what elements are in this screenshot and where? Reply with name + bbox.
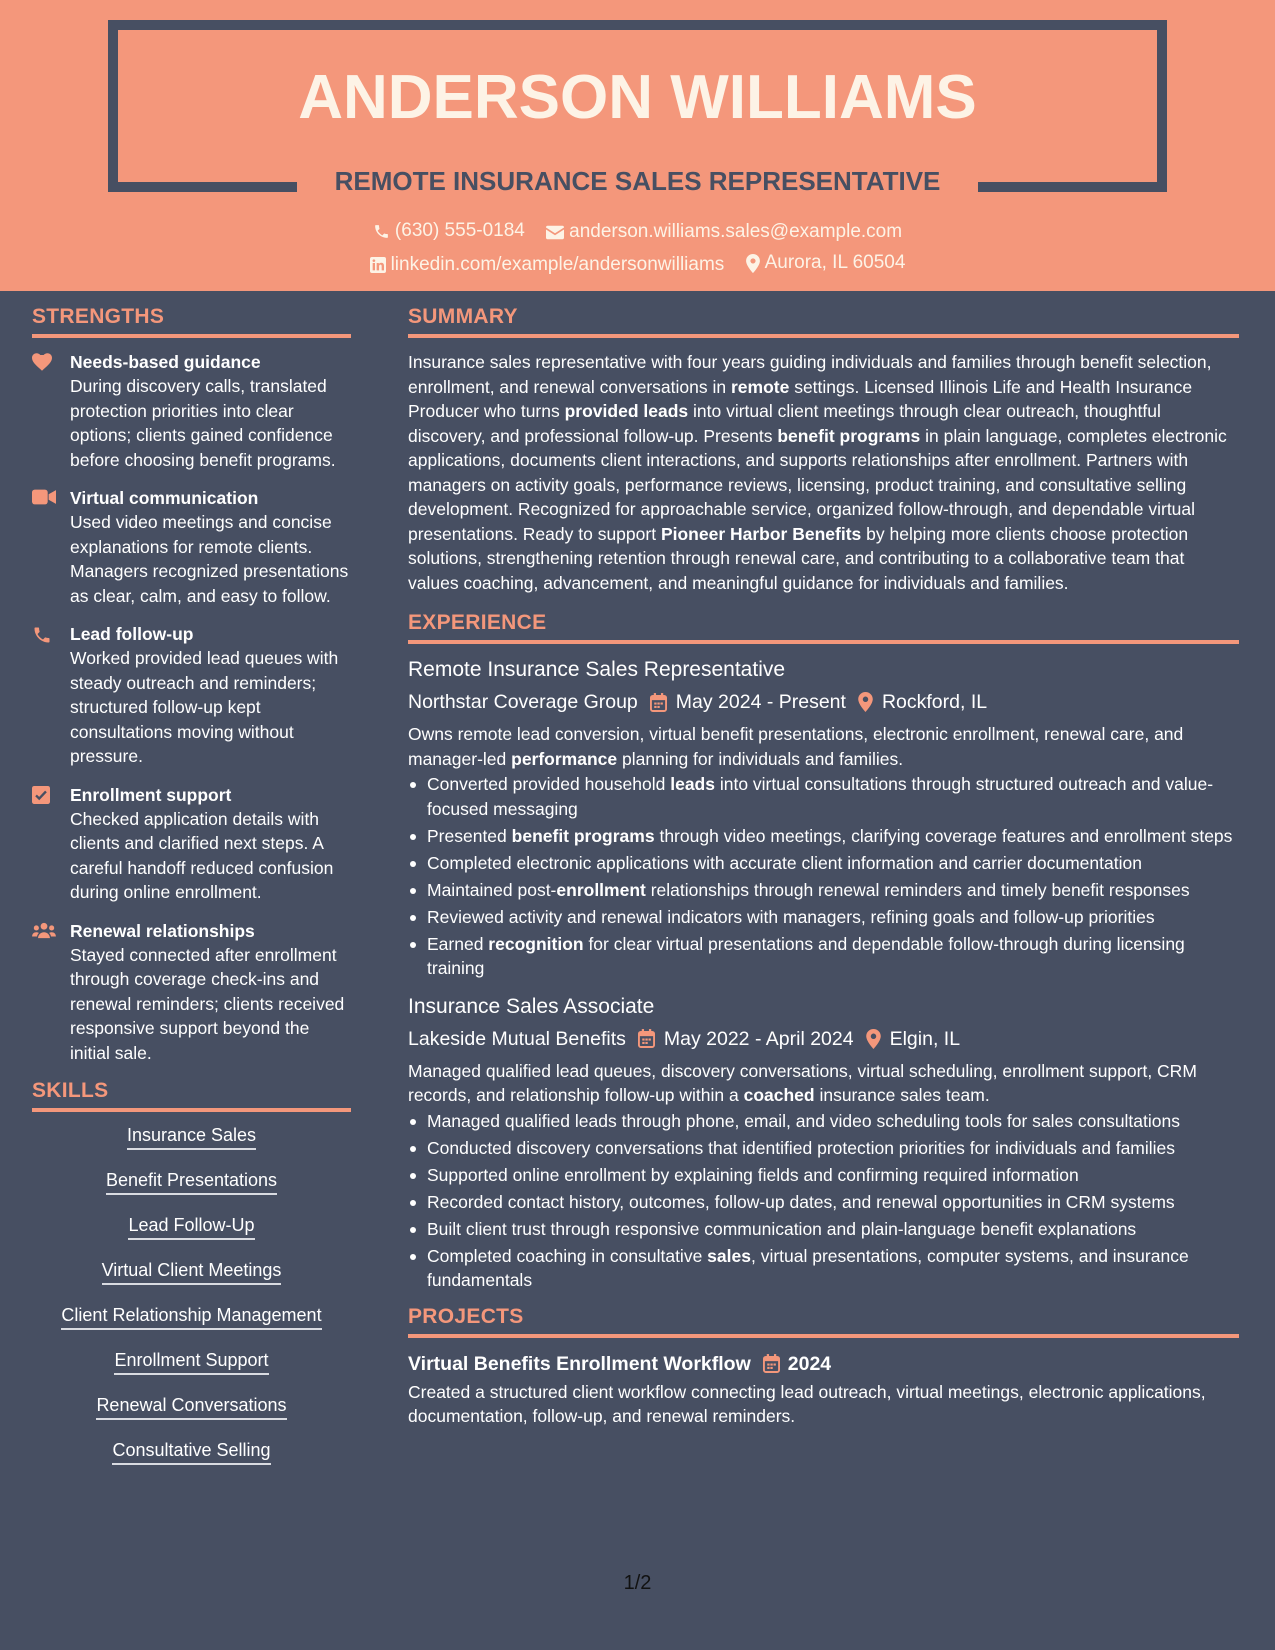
page-number: 1/2 bbox=[623, 1572, 652, 1594]
job-bullet: Managed qualified leads through phone, email, and video scheduling tools for sales consultations bbox=[408, 1109, 1239, 1134]
candidate-name: ANDERSON WILLIAMS bbox=[298, 63, 977, 132]
job-bullet: Completed coaching in consultative sales, virtual presentations, computer systems, and insurance fundamentals bbox=[408, 1244, 1239, 1293]
phone-text: (630) 555-0184 bbox=[394, 220, 525, 241]
skills-list bbox=[32, 1124, 351, 1465]
contact-row-primary bbox=[0, 220, 1275, 246]
skill-item: Lead Follow-Up bbox=[32, 1214, 351, 1240]
strength-title: Needs-based guidance bbox=[70, 352, 261, 372]
job-description: Managed qualified lead queues, discovery conversations, virtual scheduling, enrollment support, CRM records, and relationship follow-up within a coached insurance sales team. bbox=[408, 1060, 1197, 1105]
contact-email[interactable] bbox=[546, 221, 902, 243]
project-year: 2024 bbox=[787, 1352, 832, 1375]
job-bullet: Conducted discovery conversations that identified protection priorities for individuals and families bbox=[408, 1136, 1239, 1161]
project-header bbox=[408, 1350, 1239, 1378]
phone-icon bbox=[32, 625, 52, 645]
linkedin-icon bbox=[370, 257, 386, 273]
job-role: Remote Insurance Sales Representative bbox=[408, 658, 786, 681]
strength-item bbox=[32, 622, 351, 769]
strength-text: Checked application details with clients and clarified next steps. A careful handoff reduced confusion during online enrollment. bbox=[70, 808, 334, 902]
job-meta bbox=[408, 1023, 1239, 1055]
job-bullets bbox=[408, 772, 1239, 981]
job-description: Owns remote lead conversion, virtual benefit presentations, electronic enrollment, renewal care, and manager-led performance planning for individuals and families. bbox=[408, 724, 1184, 769]
map-pin-icon bbox=[746, 254, 760, 273]
job-bullet: Recorded contact history, outcomes, follow-up dates, and renewal opportunities in CRM systems bbox=[408, 1190, 1239, 1215]
job-bullet: Completed electronic applications with accurate client information and carrier documentation bbox=[408, 851, 1239, 876]
strength-text: Used video meetings and concise explanations for remote clients. Managers recognized presentations as clear, calm, and easy to follow. bbox=[70, 512, 349, 606]
candidate-title: REMOTE INSURANCE SALES REPRESENTATIVE bbox=[334, 166, 941, 196]
job-meta bbox=[408, 686, 1239, 718]
job-location: Elgin, IL bbox=[866, 1023, 960, 1055]
skill-item: Benefit Presentations bbox=[32, 1169, 351, 1195]
strength-text: During discovery calls, translated protection priorities into clear options; clients gained confidence before choosing benefit programs. bbox=[70, 376, 336, 470]
job-dates: May 2022 - April 2024 bbox=[638, 1023, 854, 1055]
skill-item: Enrollment Support bbox=[32, 1349, 351, 1375]
projects-heading: PROJECTS bbox=[408, 1305, 1239, 1338]
heart-icon bbox=[32, 353, 52, 371]
contact-row-secondary bbox=[0, 252, 1275, 279]
video-icon bbox=[32, 489, 56, 505]
contact-linkedin[interactable] bbox=[370, 254, 725, 276]
calendar-icon bbox=[638, 1029, 655, 1048]
strength-item bbox=[32, 919, 351, 1066]
job-company: Northstar Coverage Group bbox=[408, 691, 638, 713]
strength-item bbox=[32, 486, 351, 608]
right-column bbox=[408, 305, 1239, 1429]
strength-title: Renewal relationships bbox=[70, 920, 255, 941]
job-company: Lakeside Mutual Benefits bbox=[408, 1027, 626, 1050]
project-description: Created a structured client workflow connecting lead outreach, virtual meetings, electronic applications, documentation, follow-up, and renewal reminders. bbox=[408, 1381, 1206, 1426]
job-bullet: Presented benefit programs through video meetings, clarifying coverage features and enrollment steps bbox=[408, 824, 1239, 849]
calendar-icon bbox=[650, 693, 667, 712]
job-bullet: Maintained post-enrollment relationships through renewal reminders and timely benefit responses bbox=[408, 878, 1239, 903]
strength-item bbox=[32, 783, 351, 905]
contact-phone[interactable] bbox=[373, 220, 525, 242]
map-pin-icon bbox=[866, 1029, 881, 1049]
job-bullet: Earned recognition for clear virtual presentations and dependable follow-through during licensing training bbox=[408, 932, 1239, 981]
job-bullets bbox=[408, 1109, 1239, 1293]
map-pin-icon bbox=[858, 692, 873, 712]
phone-icon bbox=[373, 223, 390, 240]
strength-item bbox=[32, 350, 351, 472]
linkedin-text: linkedin.com/example/andersonwilliams bbox=[390, 253, 725, 275]
left-column bbox=[32, 305, 351, 1484]
summary-heading: SUMMARY bbox=[408, 305, 1239, 338]
job-location: Rockford, IL bbox=[858, 686, 987, 718]
checkbox-icon bbox=[32, 786, 50, 804]
strength-text: Stayed connected after enrollment through coverage check-ins and renewal reminders; clients received responsive support beyond the initial sale. bbox=[70, 944, 345, 1063]
summary-text: Insurance sales representative with four years guiding individuals and families through benefit selection, enrollment, and renewal conversations in remote settings. Licensed Illinois Life and Health Insurance Producer who turns provided leads into virtual client meetings through clear outreach, thoughtful discovery, and professional follow-up. Presents benefit programs in plain language, completes electronic applications, documents client interactions, and supports relationships after enrollment. Partners with managers on activity goals, performance reviews, licensing, product training, and consultative selling development. Recognized for approachable service, organized follow-through, and dependable virtual presentations. Ready to support Pioneer Harbor Benefits by helping more clients choose protection solutions, strengthening retention through renewal care, and contributing to a collaborative team that values coaching, advancement, and meaningful guidance for individuals and families. bbox=[408, 352, 1227, 593]
contact-location bbox=[746, 252, 906, 274]
strength-title: Virtual communication bbox=[70, 488, 259, 508]
calendar-icon bbox=[763, 1354, 780, 1373]
job-entry bbox=[408, 993, 1239, 1293]
resume-header bbox=[0, 0, 1275, 291]
job-bullet: Converted provided household leads into virtual consultations through structured outreach and value-focused messaging bbox=[408, 772, 1239, 821]
strength-title: Lead follow-up bbox=[70, 624, 194, 644]
job-role: Insurance Sales Associate bbox=[408, 994, 655, 1018]
skill-item: Renewal Conversations bbox=[32, 1394, 351, 1420]
email-text: anderson.williams.sales@example.com bbox=[569, 221, 903, 242]
location-text: Aurora, IL 60504 bbox=[764, 252, 906, 273]
users-icon bbox=[32, 922, 56, 939]
skill-item: Consultative Selling bbox=[32, 1439, 351, 1465]
strengths-heading: STRENGTHS bbox=[32, 305, 351, 338]
strength-text: Worked provided lead queues with steady outreach and reminders; structured follow-up kept consultations moving without pressure. bbox=[70, 648, 339, 766]
project-name: Virtual Benefits Enrollment Workflow bbox=[408, 1352, 751, 1375]
job-dates: May 2024 - Present bbox=[650, 686, 846, 718]
experience-heading: EXPERIENCE bbox=[408, 611, 1239, 644]
skill-item: Virtual Client Meetings bbox=[32, 1259, 351, 1285]
job-bullet: Reviewed activity and renewal indicators with managers, refining goals and follow-up priorities bbox=[408, 905, 1239, 930]
skill-item: Insurance Sales bbox=[32, 1124, 351, 1150]
skills-heading: SKILLS bbox=[32, 1079, 351, 1112]
job-bullet: Supported online enrollment by explaining fields and confirming required information bbox=[408, 1163, 1239, 1188]
job-entry bbox=[408, 656, 1239, 981]
envelope-icon bbox=[546, 225, 564, 240]
strength-title: Enrollment support bbox=[70, 784, 232, 805]
skill-item: Client Relationship Management bbox=[32, 1304, 351, 1330]
job-bullet: Built client trust through responsive communication and plain-language benefit explanations bbox=[408, 1217, 1239, 1242]
